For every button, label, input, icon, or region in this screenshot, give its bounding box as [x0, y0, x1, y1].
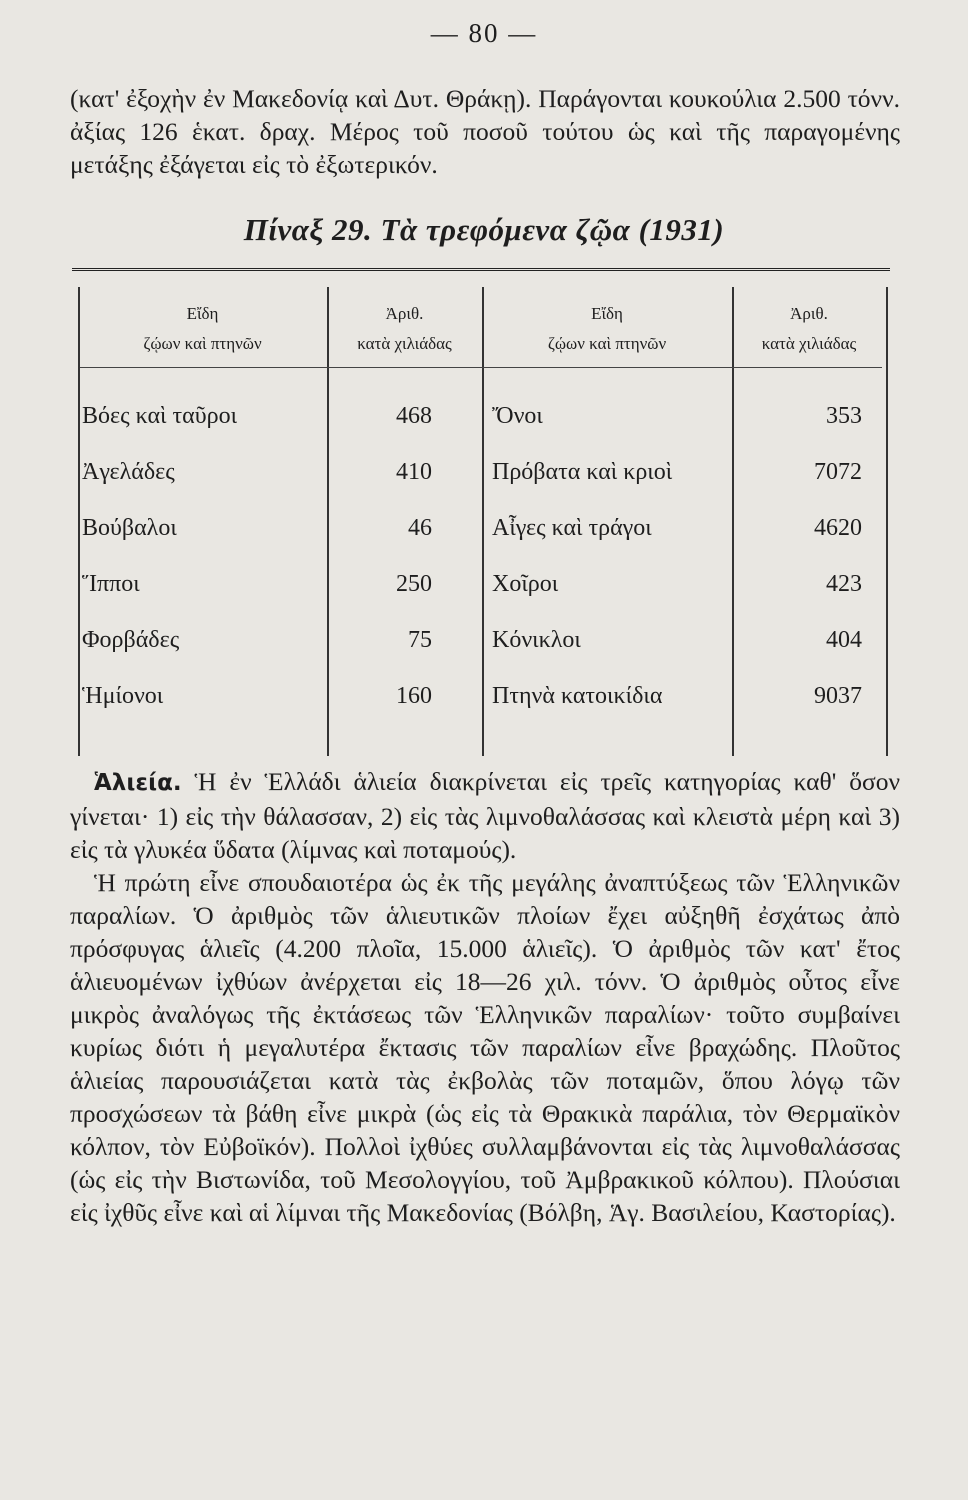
table-cell-name: Ἵπποι: [82, 571, 140, 597]
livestock-table: [72, 268, 890, 756]
fishing-paragraph-1: [70, 765, 900, 866]
intro-paragraph: (κατ' ἐξοχὴν ἐν Μακεδονίᾳ καὶ Δυτ. Θράκῃ). Παράγονται κουκούλια 2.500 τόνν. ἀξίας 126 ἑκατ. δραχ. Μέρος τοῦ ποσοῦ τούτου ὡς καὶ τῆς παραγομένης μετάξης ἐξάγεται εἰς τὸ ἐξωτερικόν.: [70, 84, 900, 179]
table-cell-value: 4620: [814, 515, 862, 541]
fishing-section: [70, 765, 900, 1229]
table-cell-name: Κόνικλοι: [492, 627, 581, 653]
table-cell-name: Πτηνὰ κατοικίδια: [492, 683, 663, 709]
paragraph-text: Ἡ ἐν Ἑλλάδι ἁλιεία διακρίνεται εἰς τρεῖς κατηγορίας καθ' ὅσον γίνεται· 1) εἰς τὴν θάλασσαν, 2) εἰς τὰς λιμνοθαλάσσας καὶ κλειστὰ μέρη καὶ 3) εἰς τὰ γλυκέα ὕδατα (λίμνας καὶ ποταμούς).: [70, 767, 901, 864]
header-count-left: Ἀριθ. κατὰ χιλιάδας: [357, 304, 452, 353]
table-cell-name: Χοῖροι: [492, 571, 559, 597]
table-cell-value: 160: [396, 683, 432, 709]
table-cell-value: 423: [826, 571, 862, 597]
table-cell-value: 7072: [814, 459, 862, 485]
header-count-right: Ἀριθ. κατὰ χιλιάδας: [761, 304, 857, 353]
header-kind-left: Εἴδη ζῴων καὶ πτηνῶν: [143, 304, 262, 353]
header-rule: [80, 367, 882, 368]
table-cell-value: 9037: [814, 683, 862, 709]
table-cell-value: 353: [826, 403, 862, 429]
table-caption: Πίναξ 29. Τὰ τρεφόμενα ζῷα (1931): [243, 212, 725, 247]
table-cell-name: Ἀγελάδες: [82, 459, 175, 485]
header-kind-right: Εἴδη ζῴων καὶ πτηνῶν: [547, 304, 667, 353]
table-cell-value: 410: [396, 459, 432, 485]
table-cell-value: 468: [396, 403, 432, 429]
table-cell-value: 75: [408, 627, 432, 653]
page-number: — 80 —: [430, 18, 538, 48]
table-cell-name: Ὄνοι: [492, 403, 543, 429]
table-cell-value: 46: [408, 515, 432, 541]
table-cell-name: Βούβαλοι: [82, 515, 177, 541]
table-cell-name: Φορβάδες: [82, 627, 180, 653]
table-cell-value: 250: [396, 571, 432, 597]
table-cell-name: Αἶγες καὶ τράγοι: [492, 515, 652, 541]
table-cell-name: Πρόβατα καὶ κριοὶ: [492, 459, 673, 485]
section-heading: Ἁλιεία.: [94, 770, 182, 796]
table-cell-value: 404: [826, 627, 862, 653]
table-rule: [886, 287, 888, 756]
table-cell-name: Βόες καὶ ταῦροι: [82, 403, 238, 429]
fishing-paragraph-2: Ἡ πρώτη εἶνε σπουδαιοτέρα ὡς ἐκ τῆς μεγάλης ἀναπτύξεως τῶν Ἑλληνικῶν παραλίων. Ὁ ἀριθμὸς τῶν ἁλιευτικῶν πλοίων ἔχει αὐξηθῆ ἐσχάτως ἀπὸ πρόσφυγας ἁλιεῖς (4.200 πλοῖα, 15.000 ἁλιεῖς). Ὁ ἀριθμὸς τῶν κατ' ἔτος ἁλιευομένων ἰχθύων ἀνέρχεται εἰς 18—26 χιλ. τόνν. Ὁ ἀριθμὸς οὗτος εἶνε μικρὸς ἀναλόγως τῆς ἐκτάσεως τῶν Ἑλληνικῶν παραλίων· τοῦτο συμβαίνει κυρίως διότι ἡ μεγαλυτέρα ἔκτασις τῶν παραλίων εἶνε βραχώδης. Πλοῦτος ἁλιείας παρουσιάζεται κατὰ τὰς ἐκβολὰς τῶν ποταμῶν, ὅπου λόγῳ τῶν προσχώσεων τὰ βάθη εἶνε μικρὰ (ὡς εἰς τὰ Θρακικὰ παράλια, τὸν Θερμαϊκὸν κόλπον, τὸν Εὐβοϊκόν). Πολλοὶ ἰχθύες συλλαμβάνονται εἰς τὰς λιμνοθαλάσσας (ὡς εἰς τὴν Βιστωνίδα, τοῦ Μεσολογγίου, τοῦ Ἀμβρακικοῦ κόλπου). Πλούσιαι εἰς ἰχθῦς εἶνε καὶ αἱ λίμναι τῆς Μακεδονίας (Βόλβη, Ἁγ. Βασιλείου, Καστορίας).: [70, 868, 900, 1227]
table-cell-name: Ἡμίονοι: [82, 683, 164, 709]
